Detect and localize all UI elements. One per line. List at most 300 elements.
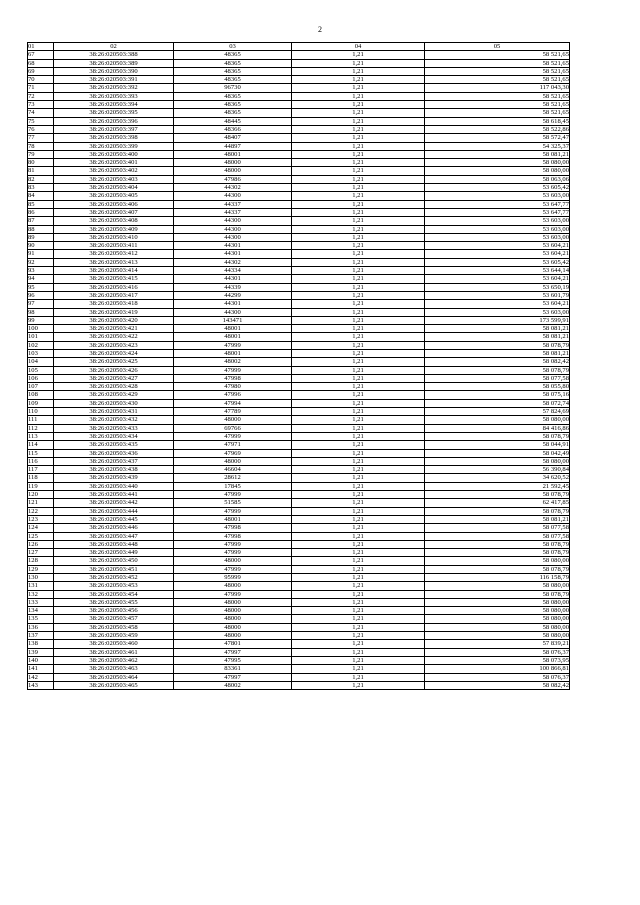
- area-cell: 47999: [174, 590, 292, 598]
- table-row: [28, 59, 570, 67]
- row-number-cell: 116: [28, 457, 54, 465]
- area-cell: 48365: [174, 92, 292, 100]
- cadastral-number-cell: 38:26:020503:449: [54, 549, 174, 557]
- row-number-cell: 113: [28, 432, 54, 440]
- rate-cell: 1,21: [292, 59, 425, 67]
- cadastral-number-cell: 38:26:020503:424: [54, 349, 174, 357]
- area-cell: 47801: [174, 640, 292, 648]
- rate-cell: 1,21: [292, 358, 425, 366]
- rate-cell: 1,21: [292, 283, 425, 291]
- rate-cell: 1,21: [292, 499, 425, 507]
- area-cell: 48001: [174, 515, 292, 523]
- rate-cell: 1,21: [292, 632, 425, 640]
- table-row: [28, 117, 570, 125]
- cadastral-number-cell: 38:26:020503:412: [54, 250, 174, 258]
- row-number-cell: 124: [28, 524, 54, 532]
- rate-cell: 1,21: [292, 92, 425, 100]
- table-row: [28, 291, 570, 299]
- table-row: [28, 640, 570, 648]
- rate-cell: 1,21: [292, 665, 425, 673]
- sum-cell: 58 080,00: [425, 457, 570, 465]
- sum-cell: 57 824,69: [425, 408, 570, 416]
- sum-cell: 53 603,00: [425, 192, 570, 200]
- rate-cell: 1,21: [292, 615, 425, 623]
- table-row: [28, 341, 570, 349]
- table-row: [28, 349, 570, 357]
- row-number-cell: 88: [28, 225, 54, 233]
- area-cell: 48000: [174, 457, 292, 465]
- row-number-cell: 126: [28, 540, 54, 548]
- row-number-cell: 78: [28, 142, 54, 150]
- sum-cell: 58 618,45: [425, 117, 570, 125]
- row-number-cell: 107: [28, 383, 54, 391]
- rate-cell: 1,21: [292, 192, 425, 200]
- cadastral-number-cell: 38:26:020503:414: [54, 267, 174, 275]
- area-cell: 48365: [174, 101, 292, 109]
- sum-cell: 58 521,65: [425, 67, 570, 75]
- table-row: [28, 532, 570, 540]
- rate-cell: 1,21: [292, 51, 425, 59]
- row-number-cell: 139: [28, 648, 54, 656]
- rate-cell: 1,21: [292, 549, 425, 557]
- area-cell: 47986: [174, 175, 292, 183]
- rate-cell: 1,21: [292, 524, 425, 532]
- data-table: [27, 42, 570, 690]
- rate-cell: 1,21: [292, 366, 425, 374]
- table-row: [28, 474, 570, 482]
- table-row: [28, 233, 570, 241]
- cadastral-number-cell: 38:26:020503:391: [54, 76, 174, 84]
- cadastral-number-cell: 38:26:020503:397: [54, 125, 174, 133]
- sum-cell: 58 080,00: [425, 632, 570, 640]
- sum-cell: 53 605,42: [425, 258, 570, 266]
- sum-cell: 58 076,37: [425, 648, 570, 656]
- sum-cell: 58 077,58: [425, 532, 570, 540]
- cadastral-number-cell: 38:26:020503:400: [54, 150, 174, 158]
- area-cell: 28612: [174, 474, 292, 482]
- column-header-01: 01: [28, 43, 54, 51]
- row-number-cell: 90: [28, 242, 54, 250]
- row-number-cell: 95: [28, 283, 54, 291]
- row-number-cell: 121: [28, 499, 54, 507]
- table-row: [28, 316, 570, 324]
- area-cell: 46604: [174, 466, 292, 474]
- sum-cell: 58 078,79: [425, 549, 570, 557]
- cadastral-number-cell: 38:26:020503:411: [54, 242, 174, 250]
- row-number-cell: 75: [28, 117, 54, 125]
- rate-cell: 1,21: [292, 349, 425, 357]
- area-cell: 83361: [174, 665, 292, 673]
- area-cell: 48000: [174, 632, 292, 640]
- sum-cell: 53 603,00: [425, 308, 570, 316]
- row-number-cell: 141: [28, 665, 54, 673]
- cadastral-number-cell: 38:26:020503:442: [54, 499, 174, 507]
- cadastral-number-cell: 38:26:020503:440: [54, 482, 174, 490]
- table-row: [28, 632, 570, 640]
- row-number-cell: 105: [28, 366, 54, 374]
- table-row: [28, 101, 570, 109]
- cadastral-number-cell: 38:26:020503:413: [54, 258, 174, 266]
- rate-cell: 1,21: [292, 159, 425, 167]
- rate-cell: 1,21: [292, 325, 425, 333]
- table-row: [28, 358, 570, 366]
- rate-cell: 1,21: [292, 316, 425, 324]
- sum-cell: 58 080,00: [425, 623, 570, 631]
- area-cell: 47999: [174, 507, 292, 515]
- area-cell: 47998: [174, 524, 292, 532]
- sum-cell: 58 080,00: [425, 557, 570, 565]
- rate-cell: 1,21: [292, 275, 425, 283]
- cadastral-number-cell: 38:26:020503:454: [54, 590, 174, 598]
- cadastral-number-cell: 38:26:020503:419: [54, 308, 174, 316]
- cadastral-number-cell: 38:26:020503:446: [54, 524, 174, 532]
- column-header-03: 03: [174, 43, 292, 51]
- area-cell: 48001: [174, 150, 292, 158]
- table-row: [28, 681, 570, 689]
- area-cell: 47999: [174, 549, 292, 557]
- table-row: [28, 466, 570, 474]
- rate-cell: 1,21: [292, 291, 425, 299]
- area-cell: 48000: [174, 623, 292, 631]
- cadastral-number-cell: 38:26:020503:459: [54, 632, 174, 640]
- cadastral-number-cell: 38:26:020503:464: [54, 673, 174, 681]
- table-row: [28, 623, 570, 631]
- row-number-cell: 129: [28, 565, 54, 573]
- area-cell: 47971: [174, 441, 292, 449]
- row-number-cell: 132: [28, 590, 54, 598]
- rate-cell: 1,21: [292, 532, 425, 540]
- rate-cell: 1,21: [292, 457, 425, 465]
- rate-cell: 1,21: [292, 582, 425, 590]
- sum-cell: 58 073,95: [425, 656, 570, 664]
- row-number-cell: 120: [28, 491, 54, 499]
- row-number-cell: 142: [28, 673, 54, 681]
- row-number-cell: 94: [28, 275, 54, 283]
- rate-cell: 1,21: [292, 598, 425, 606]
- row-number-cell: 98: [28, 308, 54, 316]
- row-number-cell: 91: [28, 250, 54, 258]
- table-row: [28, 432, 570, 440]
- table-row: [28, 84, 570, 92]
- table-row: [28, 582, 570, 590]
- table-row: [28, 416, 570, 424]
- area-cell: 48001: [174, 333, 292, 341]
- area-cell: 48445: [174, 117, 292, 125]
- sum-cell: 58 078,79: [425, 540, 570, 548]
- area-cell: 48000: [174, 557, 292, 565]
- cadastral-number-cell: 38:26:020503:404: [54, 184, 174, 192]
- sum-cell: 58 521,65: [425, 109, 570, 117]
- table-row: [28, 109, 570, 117]
- cadastral-number-cell: 38:26:020503:461: [54, 648, 174, 656]
- table-row: [28, 142, 570, 150]
- cadastral-number-cell: 38:26:020503:421: [54, 325, 174, 333]
- row-number-cell: 122: [28, 507, 54, 515]
- sum-cell: 58 077,58: [425, 524, 570, 532]
- sum-cell: 53 604,21: [425, 300, 570, 308]
- cadastral-number-cell: 38:26:020503:429: [54, 391, 174, 399]
- page-number: 2: [318, 25, 322, 34]
- header-row: [28, 43, 570, 51]
- cadastral-number-cell: 38:26:020503:405: [54, 192, 174, 200]
- table-row: [28, 449, 570, 457]
- cadastral-number-cell: 38:26:020503:395: [54, 109, 174, 117]
- rate-cell: 1,21: [292, 84, 425, 92]
- table-row: [28, 300, 570, 308]
- row-number-cell: 127: [28, 549, 54, 557]
- cadastral-number-cell: 38:26:020503:426: [54, 366, 174, 374]
- cadastral-number-cell: 38:26:020503:403: [54, 175, 174, 183]
- cadastral-number-cell: 38:26:020503:436: [54, 449, 174, 457]
- rate-cell: 1,21: [292, 101, 425, 109]
- table-row: [28, 549, 570, 557]
- rate-cell: 1,21: [292, 466, 425, 474]
- sum-cell: 100 866,81: [425, 665, 570, 673]
- rate-cell: 1,21: [292, 308, 425, 316]
- cadastral-number-cell: 38:26:020503:427: [54, 374, 174, 382]
- rate-cell: 1,21: [292, 673, 425, 681]
- sum-cell: 58 082,42: [425, 358, 570, 366]
- sum-cell: 58 080,00: [425, 416, 570, 424]
- row-number-cell: 92: [28, 258, 54, 266]
- cadastral-number-cell: 38:26:020503:430: [54, 399, 174, 407]
- table-row: [28, 656, 570, 664]
- table-row: [28, 242, 570, 250]
- area-cell: 47999: [174, 432, 292, 440]
- sum-cell: 58 076,37: [425, 673, 570, 681]
- cadastral-number-cell: 38:26:020503:420: [54, 316, 174, 324]
- cadastral-number-cell: 38:26:020503:401: [54, 159, 174, 167]
- row-number-cell: 82: [28, 175, 54, 183]
- table-row: [28, 150, 570, 158]
- area-cell: 48002: [174, 681, 292, 689]
- sum-cell: 117 043,30: [425, 84, 570, 92]
- area-cell: 69766: [174, 424, 292, 432]
- column-header-04: 04: [292, 43, 425, 51]
- table-row: [28, 648, 570, 656]
- table-row: [28, 76, 570, 84]
- area-cell: 44300: [174, 225, 292, 233]
- area-cell: 44301: [174, 250, 292, 258]
- cadastral-number-cell: 38:26:020503:389: [54, 59, 174, 67]
- table-row: [28, 275, 570, 283]
- cadastral-number-cell: 38:26:020503:435: [54, 441, 174, 449]
- cadastral-number-cell: 38:26:020503:388: [54, 51, 174, 59]
- cadastral-number-cell: 38:26:020503:444: [54, 507, 174, 515]
- sum-cell: 53 647,77: [425, 200, 570, 208]
- area-cell: 47997: [174, 673, 292, 681]
- rate-cell: 1,21: [292, 399, 425, 407]
- cadastral-number-cell: 38:26:020503:438: [54, 466, 174, 474]
- rate-cell: 1,21: [292, 623, 425, 631]
- area-cell: 47999: [174, 366, 292, 374]
- row-number-cell: 96: [28, 291, 54, 299]
- row-number-cell: 131: [28, 582, 54, 590]
- sum-cell: 58 081,21: [425, 325, 570, 333]
- cadastral-number-cell: 38:26:020503:439: [54, 474, 174, 482]
- area-cell: 44302: [174, 258, 292, 266]
- area-cell: 44300: [174, 217, 292, 225]
- cadastral-number-cell: 38:26:020503:422: [54, 333, 174, 341]
- rate-cell: 1,21: [292, 640, 425, 648]
- area-cell: 17845: [174, 482, 292, 490]
- table-row: [28, 615, 570, 623]
- sum-cell: 58 521,65: [425, 59, 570, 67]
- rate-cell: 1,21: [292, 217, 425, 225]
- row-number-cell: 140: [28, 656, 54, 664]
- row-number-cell: 108: [28, 391, 54, 399]
- cadastral-number-cell: 38:26:020503:410: [54, 233, 174, 241]
- cadastral-number-cell: 38:26:020503:409: [54, 225, 174, 233]
- row-number-cell: 125: [28, 532, 54, 540]
- area-cell: 44301: [174, 300, 292, 308]
- row-number-cell: 118: [28, 474, 54, 482]
- table-row: [28, 325, 570, 333]
- row-number-cell: 143: [28, 681, 54, 689]
- sum-cell: 173 599,91: [425, 316, 570, 324]
- table-row: [28, 217, 570, 225]
- sum-cell: 58 072,74: [425, 399, 570, 407]
- row-number-cell: 111: [28, 416, 54, 424]
- sum-cell: 58 044,91: [425, 441, 570, 449]
- row-number-cell: 89: [28, 233, 54, 241]
- row-number-cell: 106: [28, 374, 54, 382]
- rate-cell: 1,21: [292, 134, 425, 142]
- rate-cell: 1,21: [292, 648, 425, 656]
- sum-cell: 116 158,79: [425, 574, 570, 582]
- sum-cell: 58 078,79: [425, 507, 570, 515]
- sum-cell: 58 572,47: [425, 134, 570, 142]
- row-number-cell: 71: [28, 84, 54, 92]
- sum-cell: 53 604,21: [425, 275, 570, 283]
- sum-cell: 54 325,37: [425, 142, 570, 150]
- row-number-cell: 79: [28, 150, 54, 158]
- table-row: [28, 565, 570, 573]
- table-row: [28, 225, 570, 233]
- sum-cell: 58 063,06: [425, 175, 570, 183]
- row-number-cell: 81: [28, 167, 54, 175]
- sum-cell: 57 839,21: [425, 640, 570, 648]
- row-number-cell: 135: [28, 615, 54, 623]
- rate-cell: 1,21: [292, 491, 425, 499]
- sum-cell: 58 521,65: [425, 76, 570, 84]
- area-cell: 44337: [174, 200, 292, 208]
- row-number-cell: 100: [28, 325, 54, 333]
- sum-cell: 58 521,65: [425, 51, 570, 59]
- sum-cell: 58 080,00: [425, 159, 570, 167]
- area-cell: 44339: [174, 283, 292, 291]
- sum-cell: 58 521,65: [425, 101, 570, 109]
- area-cell: 44302: [174, 184, 292, 192]
- area-cell: 48407: [174, 134, 292, 142]
- row-number-cell: 102: [28, 341, 54, 349]
- cadastral-number-cell: 38:26:020503:437: [54, 457, 174, 465]
- sum-cell: 62 417,85: [425, 499, 570, 507]
- sum-cell: 56 390,84: [425, 466, 570, 474]
- rate-cell: 1,21: [292, 300, 425, 308]
- cadastral-number-cell: 38:26:020503:463: [54, 665, 174, 673]
- sum-cell: 58 042,49: [425, 449, 570, 457]
- row-number-cell: 80: [28, 159, 54, 167]
- cadastral-number-cell: 38:26:020503:407: [54, 208, 174, 216]
- cadastral-number-cell: 38:26:020503:462: [54, 656, 174, 664]
- area-cell: 44299: [174, 291, 292, 299]
- rate-cell: 1,21: [292, 150, 425, 158]
- area-cell: 44300: [174, 233, 292, 241]
- cadastral-number-cell: 38:26:020503:447: [54, 532, 174, 540]
- sum-cell: 53 603,00: [425, 233, 570, 241]
- row-number-cell: 70: [28, 76, 54, 84]
- cadastral-number-cell: 38:26:020503:415: [54, 275, 174, 283]
- sum-cell: 84 416,86: [425, 424, 570, 432]
- sum-cell: 58 078,79: [425, 565, 570, 573]
- area-cell: 48000: [174, 159, 292, 167]
- table-row: [28, 67, 570, 75]
- sum-cell: 58 081,21: [425, 515, 570, 523]
- row-number-cell: 101: [28, 333, 54, 341]
- cadastral-number-cell: 38:26:020503:431: [54, 408, 174, 416]
- area-cell: 48000: [174, 167, 292, 175]
- table-row: [28, 383, 570, 391]
- cadastral-number-cell: 38:26:020503:408: [54, 217, 174, 225]
- rate-cell: 1,21: [292, 184, 425, 192]
- cadastral-number-cell: 38:26:020503:390: [54, 67, 174, 75]
- sum-cell: 58 078,79: [425, 341, 570, 349]
- cadastral-number-cell: 38:26:020503:393: [54, 92, 174, 100]
- cadastral-number-cell: 38:26:020503:452: [54, 574, 174, 582]
- sum-cell: 58 522,86: [425, 125, 570, 133]
- sum-cell: 34 620,52: [425, 474, 570, 482]
- row-number-cell: 133: [28, 598, 54, 606]
- sum-cell: 58 077,58: [425, 374, 570, 382]
- area-cell: 48000: [174, 615, 292, 623]
- table-row: [28, 200, 570, 208]
- row-number-cell: 114: [28, 441, 54, 449]
- rate-cell: 1,21: [292, 557, 425, 565]
- table-row: [28, 333, 570, 341]
- table-row: [28, 391, 570, 399]
- area-cell: 48365: [174, 76, 292, 84]
- table-row: [28, 250, 570, 258]
- rate-cell: 1,21: [292, 175, 425, 183]
- area-cell: 47789: [174, 408, 292, 416]
- area-cell: 44300: [174, 308, 292, 316]
- table-row: [28, 283, 570, 291]
- table-row: [28, 457, 570, 465]
- sum-cell: 58 080,00: [425, 598, 570, 606]
- row-number-cell: 104: [28, 358, 54, 366]
- row-number-cell: 77: [28, 134, 54, 142]
- sum-cell: 58 078,79: [425, 590, 570, 598]
- table-row: [28, 507, 570, 515]
- table-row: [28, 208, 570, 216]
- rate-cell: 1,21: [292, 383, 425, 391]
- area-cell: 47995: [174, 656, 292, 664]
- cadastral-number-cell: 38:26:020503:458: [54, 623, 174, 631]
- rate-cell: 1,21: [292, 574, 425, 582]
- table-row: [28, 574, 570, 582]
- table-row: [28, 159, 570, 167]
- row-number-cell: 138: [28, 640, 54, 648]
- table-row: [28, 92, 570, 100]
- table-row: [28, 482, 570, 490]
- table-row: [28, 598, 570, 606]
- rate-cell: 1,21: [292, 267, 425, 275]
- area-cell: 47999: [174, 491, 292, 499]
- sum-cell: 58 082,42: [425, 681, 570, 689]
- area-cell: 48000: [174, 607, 292, 615]
- rate-cell: 1,21: [292, 441, 425, 449]
